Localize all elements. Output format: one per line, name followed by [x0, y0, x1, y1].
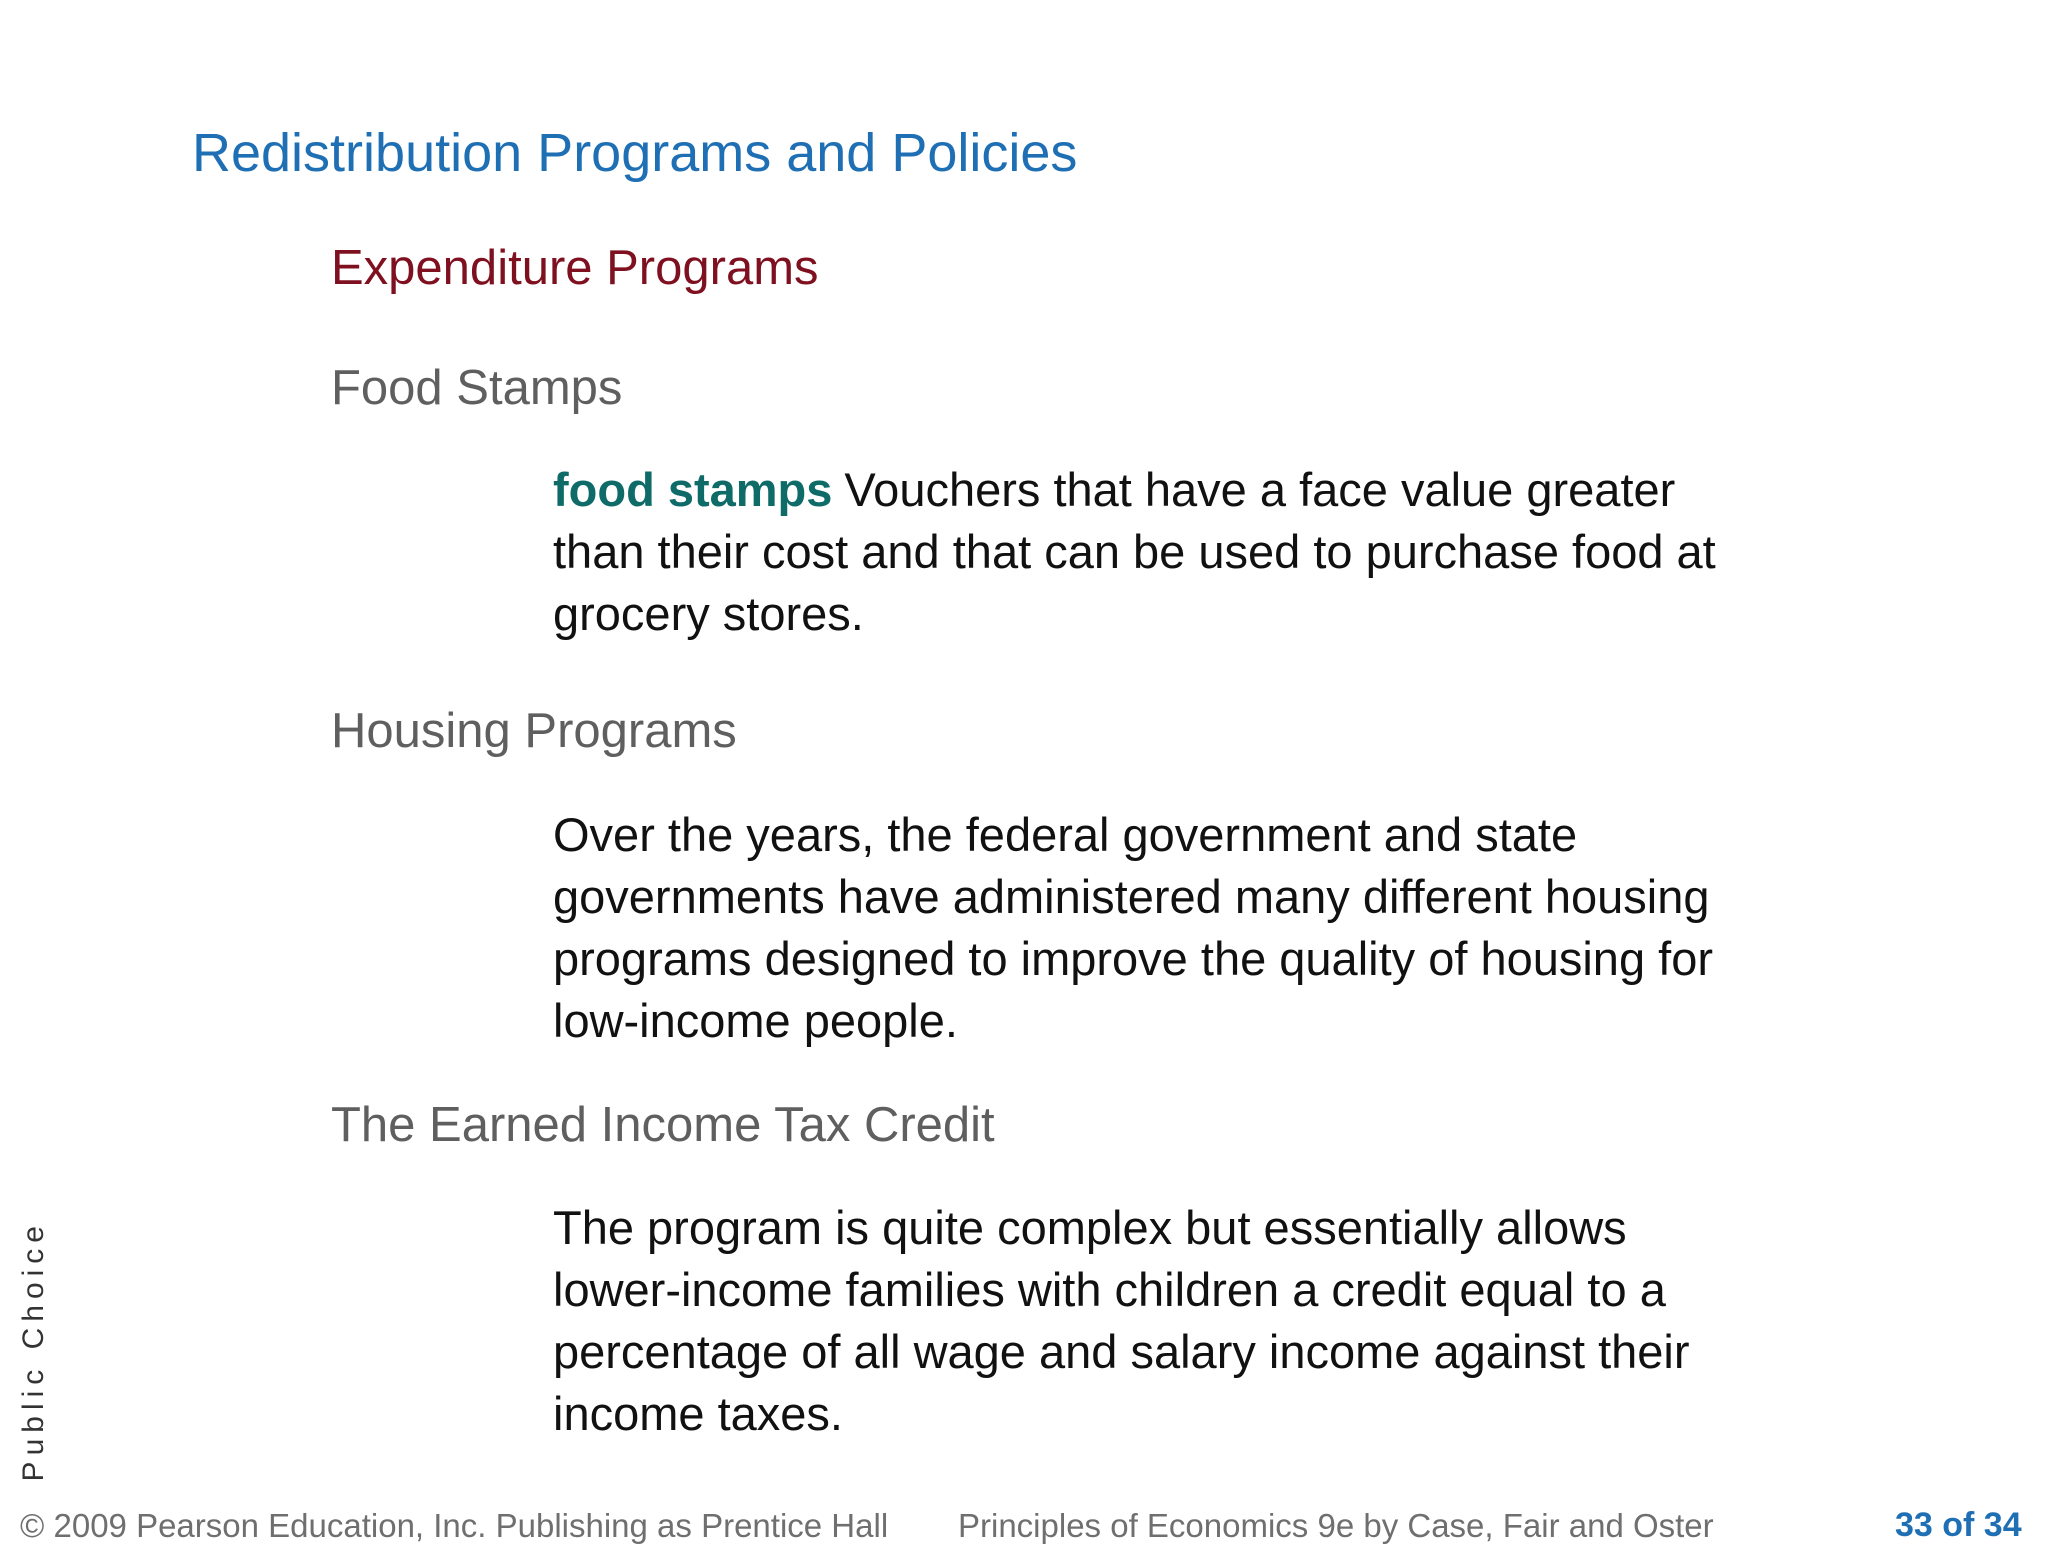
- section-heading-earned-income-tax-credit: The Earned Income Tax Credit: [331, 1098, 995, 1152]
- footer-copyright: © 2009 Pearson Education, Inc. Publishing as Prentice Hall: [20, 1507, 889, 1544]
- slide-subtitle: Expenditure Programs: [331, 241, 819, 295]
- slide-title: Redistribution Programs and Policies: [192, 123, 1078, 183]
- definition-text: Vouchers that have a face value greater than their cost and that can be used to purchase food at grocery stores.: [553, 463, 1716, 640]
- page-number: 33 of 34: [1895, 1506, 2022, 1544]
- section-heading-food-stamps: Food Stamps: [331, 361, 623, 415]
- side-label: [10, 1220, 58, 1536]
- body-text-earned-income-tax-credit: The program is quite complex but essentially allows lower-income families with children a credit equal to a percentage of all wage and salary income against their income taxes.: [553, 1201, 1690, 1440]
- section-heading-housing-programs: Housing Programs: [331, 704, 737, 758]
- definition-food-stamps: [553, 459, 1763, 645]
- body-text-housing-programs: Over the years, the federal government and state governments have administered many different housing programs designed to improve the quality of housing for low-income people.: [553, 808, 1713, 1047]
- side-label-text: Public Choice: [17, 1220, 50, 1482]
- definition-term: food stamps: [553, 463, 833, 516]
- footer-book-title: Principles of Economics 9e by Case, Fair and Oster: [958, 1507, 1714, 1544]
